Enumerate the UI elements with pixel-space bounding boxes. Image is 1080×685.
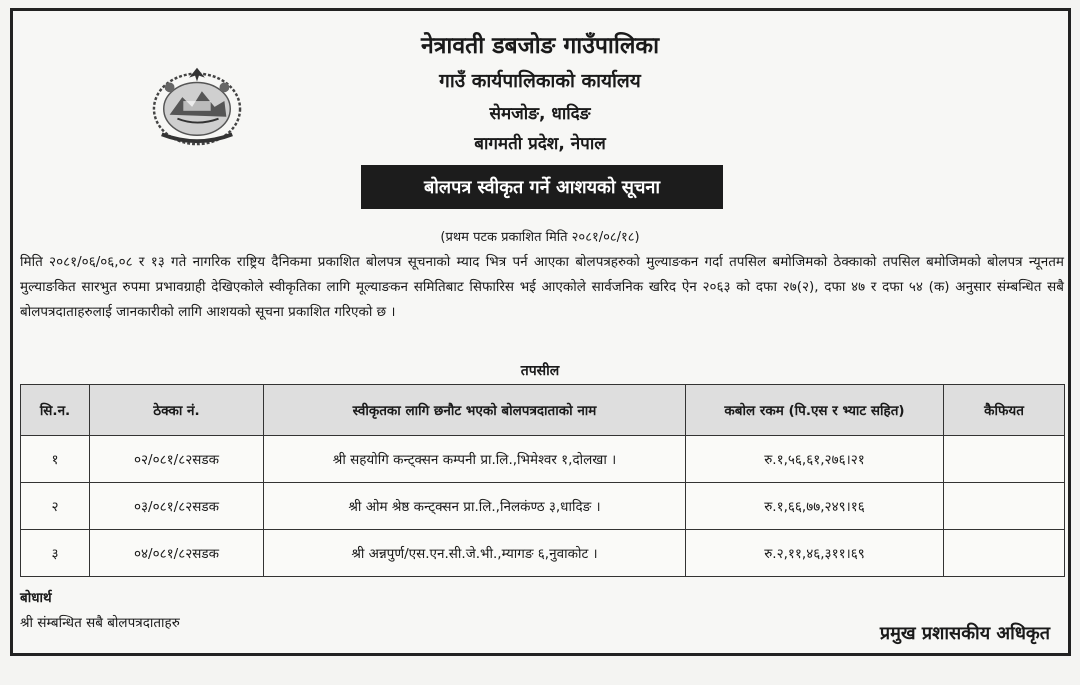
office-name: गाउँ कार्यपालिकाको कार्यालय <box>439 70 641 92</box>
municipality-title: नेत्रावती डबजोङ गाउँपालिका <box>420 33 660 59</box>
cell-bidder-name: श्री ओम श्रेष्ठ कन्ट्क्सन प्रा.लि.,निलकंण्ठ ३,धादिङ । <box>264 483 686 530</box>
header-remarks: कैफियत <box>944 385 1065 436</box>
cell-bid-amount: रु.२,११,४६,३११।६९ <box>686 530 944 577</box>
published-date-note: (प्रथम पटक प्रकाशित मिति २०८१/०८/१८) <box>440 230 640 245</box>
table-header-row <box>21 385 1065 436</box>
notice-paragraph: मिति २०८१/०६/०६,०८ र १३ गते नागरिक राष्ट्रिय दैनिकमा प्रकाशित बोलपत्र सूचनाको म्याद भित्र पर्न आएका बोलपत्रहरुको मुल्याङकन गर्दा तपसिल बमोजिमको ठेक्काको तपसिल बमोजिमको बोलपत्र न्यूनतम मुल्याङकित सारभुत रुपमा प्रभावग्राही देखिएकोले स्वीकृतिका लागि मूल्याङकन समितिबाट सिफारिस भई आएकोले सार्वजनिक खरिद ऐन २०६३ को दफा २७(२), दफा ४७ र दफा ५४ (क) अनुसार संम्बन्धित सबै बोलपत्रदाताहरुलाई जानकारीको लागि आशयको सूचना प्रकाशित गरिएको छ । <box>20 254 1064 320</box>
schedule-heading: तपसील <box>520 363 560 379</box>
cell-serial: २ <box>21 483 90 530</box>
cell-bidder-name: श्री सहयोगि कन्ट्क्सन कम्पनी प्रा.लि.,भिमेश्वर १,दोलखा । <box>264 436 686 483</box>
table-row <box>21 436 1065 483</box>
cc-label: बोधार्थ <box>20 590 52 606</box>
cell-bid-amount: रु.१,५६,६१,२७६।२१ <box>686 436 944 483</box>
header-bidder-name: स्वीकृतका लागि छनौट भएको बोलपत्रदाताको नाम <box>264 385 686 436</box>
cell-remarks <box>944 530 1065 577</box>
header-bid-amount: कबोल रकम (पि.एस र भ्याट सहित) <box>686 385 944 436</box>
header-serial: सि.न. <box>21 385 90 436</box>
cell-serial: १ <box>21 436 90 483</box>
notice-title: बोलपत्र स्वीकृत गर्ने आशयको सूचना <box>423 177 661 198</box>
cell-contract-no: ०२/०८१/८२सडक <box>90 436 264 483</box>
cc-recipients: श्री संम्बन्धित सबै बोलपत्रदाताहरु <box>20 615 180 631</box>
cell-remarks <box>944 436 1065 483</box>
table-row <box>21 530 1065 577</box>
cell-bidder-name: श्री अन्नपुर्ण/एस.एन.सी.जे.भी.,म्यागङ ६,नुवाकोट । <box>264 530 686 577</box>
province-country: बागमती प्रदेश, नेपाल <box>474 134 606 154</box>
header-contract-no: ठेक्का नं. <box>90 385 264 436</box>
notice-title-banner <box>361 165 723 209</box>
cell-serial: ३ <box>21 530 90 577</box>
table-row <box>21 483 1065 530</box>
cell-contract-no: ०३/०८१/८२सडक <box>90 483 264 530</box>
cell-bid-amount: रु.१,६६,७७,२४९।१६ <box>686 483 944 530</box>
cell-remarks <box>944 483 1065 530</box>
bid-table <box>20 384 1065 577</box>
signatory-title: प्रमुख प्रशासकीय अधिकृत <box>879 623 1050 644</box>
cell-contract-no: ०४/०८१/८२सडक <box>90 530 264 577</box>
office-address: सेमजोङ, धादिङ <box>489 104 591 124</box>
